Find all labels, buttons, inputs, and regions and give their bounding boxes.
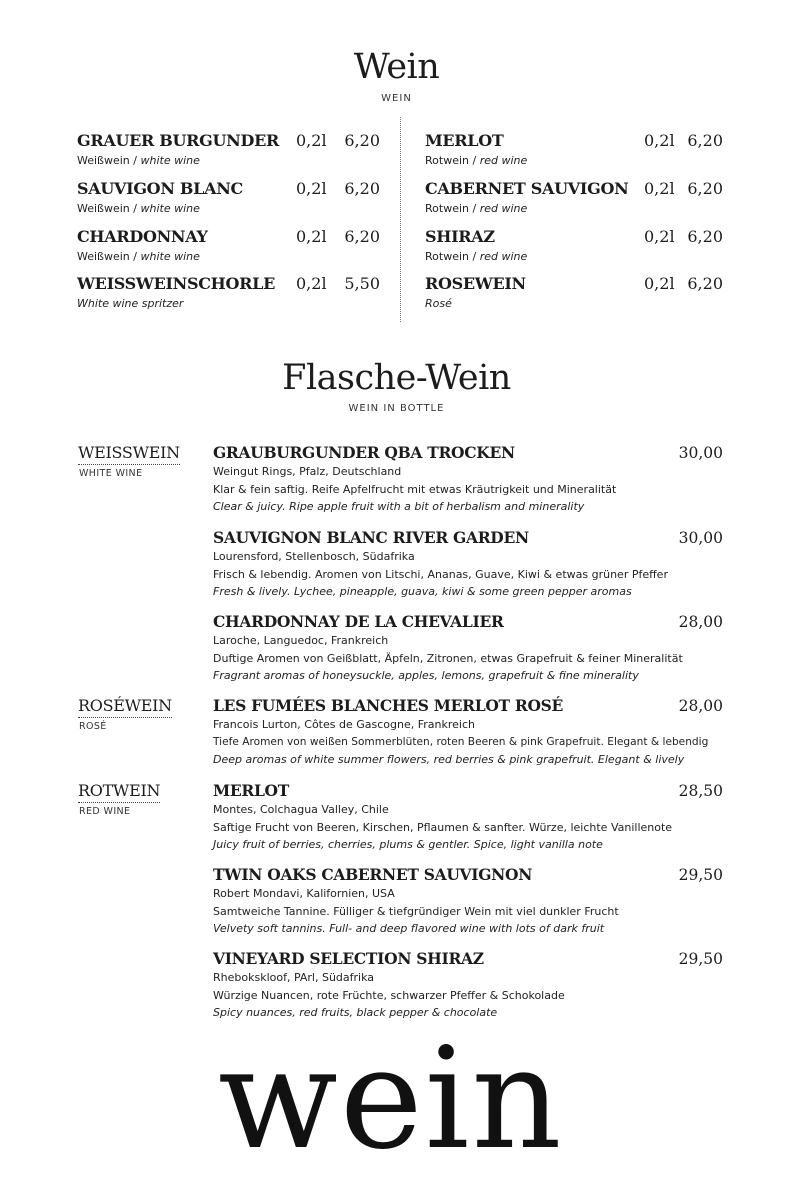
wine-price: 28,00	[678, 613, 723, 631]
bottle-section-subtitle: WEIN IN BOTTLE	[348, 403, 445, 414]
wine-price: 28,50	[678, 782, 723, 800]
bottle-wine-item	[213, 696, 723, 769]
wine-name: ROSEWEIN	[425, 274, 526, 293]
wine-description-de: Würzige Nuancen, rote Früchte, schwarzer Pfeffer & Schokolade	[213, 988, 565, 1002]
category-name: WEISSWEIN	[78, 443, 180, 465]
bottle-wine-item	[213, 443, 723, 516]
wine-volume: 0,2l	[644, 179, 675, 198]
wine-description-en: Velvety soft tannins. Full- and deep flavored wine with lots of dark fruit	[213, 922, 605, 935]
glass-section-title: Wein	[353, 47, 440, 87]
category-subtitle: RED WINE	[79, 806, 131, 817]
wine-description-de: Tiefe Aromen von weißen Sommerblüten, roten Beeren & pink Grapefruit. Elegant & lebendig	[213, 735, 709, 748]
wine-description-en: Juicy fruit of berries, cherries, plums & gentler. Spice, light vanilla note	[213, 838, 603, 851]
wine-price: 6,20	[344, 131, 380, 150]
wine-name: GRAUBURGUNDER QBA TROCKEN	[213, 443, 515, 462]
wine-price: 6,20	[344, 227, 380, 246]
wine-description: White wine spritzer	[77, 297, 184, 310]
wine-name: MERLOT	[425, 131, 504, 150]
glass-wine-item	[77, 178, 380, 218]
wine-description-de: Samtweiche Tannine. Fülliger & tiefgründiger Wein mit viel dunkler Frucht	[213, 904, 619, 918]
wine-price: 28,00	[678, 697, 723, 715]
wine-description: Weißwein / white wine	[77, 202, 200, 215]
wine-name: SAUVIGON BLANC	[77, 179, 243, 198]
wine-volume: 0,2l	[296, 131, 327, 150]
category-rose-wine	[78, 696, 188, 732]
glass-wine-item	[425, 130, 725, 170]
wine-origin: Rhebokskloof, PArl, Südafrika	[213, 971, 375, 984]
wine-name: LES FUMÉES BLANCHES MERLOT ROSÉ	[213, 696, 564, 715]
wine-volume: 0,2l	[296, 227, 327, 246]
wine-volume: 0,2l	[296, 179, 327, 198]
bottle-wine-item	[213, 781, 723, 854]
wine-description-de: Klar & fein saftig. Reife Apfelfrucht mit etwas Kräutrigkeit und Mineralität	[213, 482, 617, 496]
category-subtitle: WHITE WINE	[79, 468, 143, 479]
glass-wine-item	[77, 130, 380, 170]
wine-description-en: Fragrant aromas of honeysuckle, apples, lemons, grapefruit & fine minerality	[213, 669, 639, 682]
wine-description-de: Duftige Aromen von Geißblatt, Äpfeln, Zitronen, etwas Grapefruit & feiner Mineralität	[213, 651, 683, 665]
category-name: ROSÉWEIN	[78, 696, 172, 718]
wine-origin: Weingut Rings, Pfalz, Deutschland	[213, 465, 402, 478]
category-red-wine	[78, 781, 188, 817]
wine-price: 6,20	[344, 179, 380, 198]
glass-wine-item	[425, 273, 725, 313]
wine-origin: Lourensford, Stellenbosch, Südafrika	[213, 550, 415, 563]
wine-description: Weißwein / white wine	[77, 250, 200, 263]
wine-origin: Montes, Colchagua Valley, Chile	[213, 803, 389, 816]
wine-price: 29,50	[678, 866, 723, 884]
wine-description: Rotwein / red wine	[425, 250, 528, 263]
wine-name: VINEYARD SELECTION SHIRAZ	[213, 949, 484, 968]
wine-name: WEISSWEINSCHORLE	[77, 274, 275, 293]
bottle-section-title: Flasche-Wein	[282, 358, 511, 398]
wine-name: SHIRAZ	[425, 227, 495, 246]
category-white-wine	[78, 443, 188, 479]
wine-name: CHARDONNAY DE LA CHEVALIER	[213, 612, 504, 631]
wine-price: 30,00	[678, 444, 723, 462]
wine-description-de: Saftige Frucht von Beeren, Kirschen, Pflaumen & sanfter. Würze, leichte Vanillenote	[213, 820, 673, 834]
wine-price: 6,20	[687, 227, 723, 246]
wine-description-en: Deep aromas of white summer flowers, red berries & pink grapefruit. Elegant & lively	[213, 753, 685, 766]
category-subtitle: ROSÉ	[79, 721, 107, 732]
wine-description-en: Clear & juicy. Ripe apple fruit with a bit of herbalism and minerality	[213, 500, 585, 513]
wine-description: Rotwein / red wine	[425, 154, 528, 167]
wine-volume: 0,2l	[296, 274, 327, 293]
wine-price: 29,50	[678, 950, 723, 968]
wine-name: CABERNET SAUVIGON	[425, 179, 629, 198]
wine-volume: 0,2l	[644, 274, 675, 293]
wine-origin: Laroche, Languedoc, Frankreich	[213, 634, 389, 647]
glass-wine-item	[425, 226, 725, 266]
wine-price: 6,20	[687, 131, 723, 150]
glass-wine-item	[77, 273, 380, 313]
wine-description-en: Spicy nuances, red fruits, black pepper & chocolate	[213, 1006, 498, 1019]
wine-price: 5,50	[344, 274, 380, 293]
bottle-wine-item	[213, 528, 723, 601]
wine-name: GRAUER BURGUNDER	[77, 131, 279, 150]
wine-price: 6,20	[687, 274, 723, 293]
wine-name: SAUVIGNON BLANC RIVER GARDEN	[213, 528, 529, 547]
bottle-wine-item	[213, 612, 723, 685]
wine-description: Rosé	[425, 297, 452, 310]
decorative-wein-wordmark: wein	[218, 1018, 564, 1181]
wine-description: Rotwein / red wine	[425, 202, 528, 215]
wine-name: MERLOT	[213, 781, 289, 800]
wine-price: 30,00	[678, 529, 723, 547]
bottle-wine-item	[213, 865, 723, 938]
category-name: ROTWEIN	[78, 781, 160, 803]
wine-volume: 0,2l	[644, 227, 675, 246]
column-divider	[400, 117, 401, 322]
wine-name: CHARDONNAY	[77, 227, 208, 246]
wine-description-en: Fresh & lively. Lychee, pineapple, guava, kiwi & some green pepper aromas	[213, 585, 632, 598]
wine-origin: Francois Lurton, Côtes de Gascogne, Frankreich	[213, 718, 475, 731]
glass-section-subtitle: WEIN	[381, 93, 412, 104]
wine-origin: Robert Mondavi, Kalifornien, USA	[213, 887, 395, 900]
wine-name: TWIN OAKS CABERNET SAUVIGNON	[213, 865, 533, 884]
wine-volume: 0,2l	[644, 131, 675, 150]
glass-wine-item	[425, 178, 725, 218]
glass-wine-item	[77, 226, 380, 266]
wine-description-de: Frisch & lebendig. Aromen von Litschi, Ananas, Guave, Kiwi & etwas grüner Pfeffer	[213, 567, 668, 581]
wine-description: Weißwein / white wine	[77, 154, 200, 167]
bottle-wine-item	[213, 949, 723, 1022]
wine-price: 6,20	[687, 179, 723, 198]
